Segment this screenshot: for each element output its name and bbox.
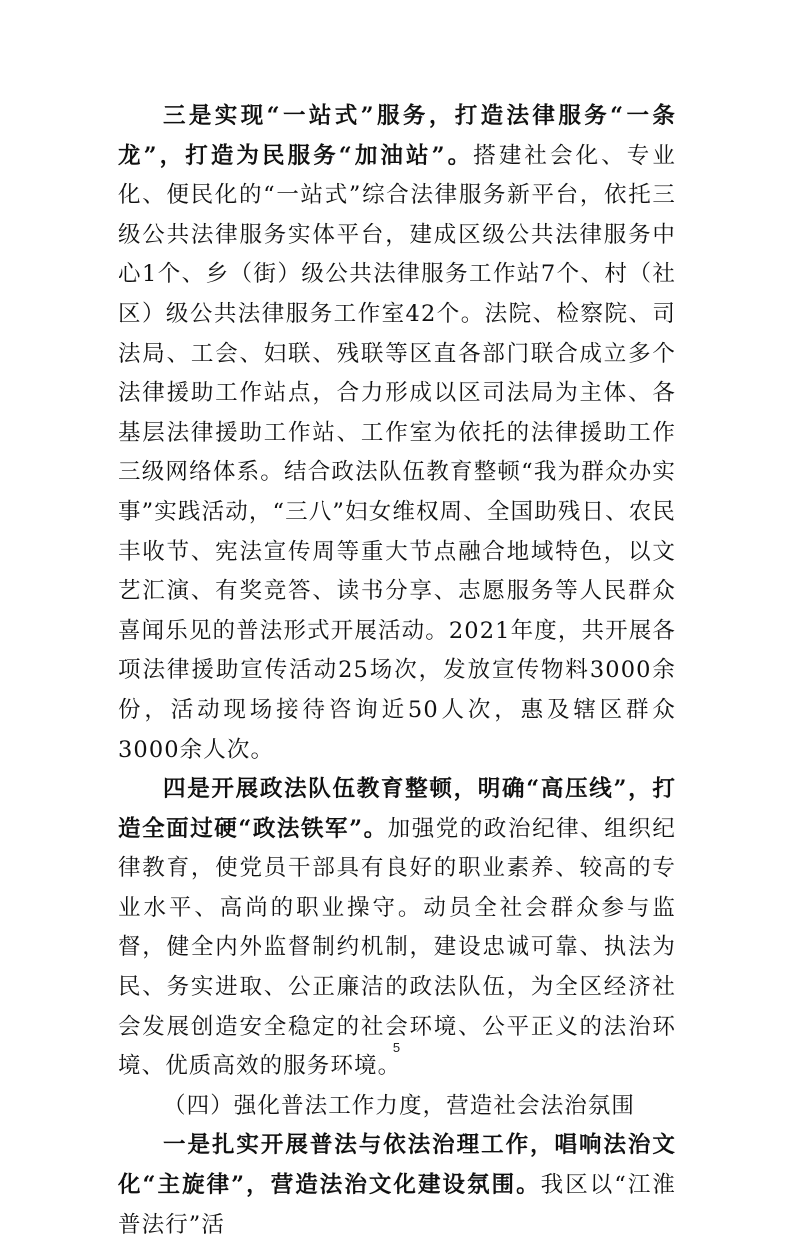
paragraph-text: 我区以“江淮普法行”活	[118, 1172, 676, 1238]
paragraph-legal-culture	[118, 1126, 676, 1245]
paragraph-one-stop-service	[118, 97, 676, 770]
section-heading-legal-publicity	[118, 1087, 676, 1127]
paragraph-text: 加强党的政治纪律、组织纪律教育，使党员干部具有良好的职业素养、较高的专业水平、高尚的职业操守。动员全社会群众参与监督，健全内外监督制约机制，建设忠诚可靠、执法为民、务实进取、公正廉洁的政法队伍，为全区经济社会发展创造安全稳定的社会环境、公平正义的法治环境、优质高效的服务环境。	[118, 815, 676, 1080]
document-body	[118, 97, 676, 1245]
paragraph-lead: 四是开展政法队伍教育整顿，明确“高压线”，打造全面过硬“政法铁军”。	[118, 776, 676, 842]
section-heading-text: （四）强化普法工作力度，营造社会法治氛围	[163, 1092, 636, 1119]
paragraph-lead: 一是扎实开展普法与依法治理工作，唱响法治文化“主旋律”，营造法治文化建设氛围。	[118, 1132, 676, 1199]
paragraph-lead: 三是实现“一站式”服务，打造法律服务“一条龙”，打造为民服务“加油站”。	[118, 103, 676, 169]
paragraph-text: 搭建社会化、专业化、便民化的“一站式”综合法律服务新平台，依托三级公共法律服务实体平台，建成区级公共法律服务中心1个、乡（街）级公共法律服务工作站7个、村（社区）级公共法律服务工作室42个。法院、检察院、司法局、工会、妇联、残联等区直各部门联合成立多个法律援助工作站点，合力形成以区司法局为主体、各基层法律援助工作站、工作室为依托的法律援助工作三级网络体系。结合政法队伍教育整顿“我为群众办实事”实践活动，“三八”妇女维权周、全国助残日、农民丰收节、宪法宣传周等重大节点融合地域特色，以文艺汇演、有奖竞答、读书分享、志愿服务等人民群众喜闻乐见的普法形式开展活动。2021年度，共开展各项法律援助宣传活动25场次，发放宣传物料3000余份，活动现场接待咨询近50人次，惠及辖区群众3000余人次。	[118, 142, 676, 763]
page-number: 5	[392, 1040, 401, 1055]
